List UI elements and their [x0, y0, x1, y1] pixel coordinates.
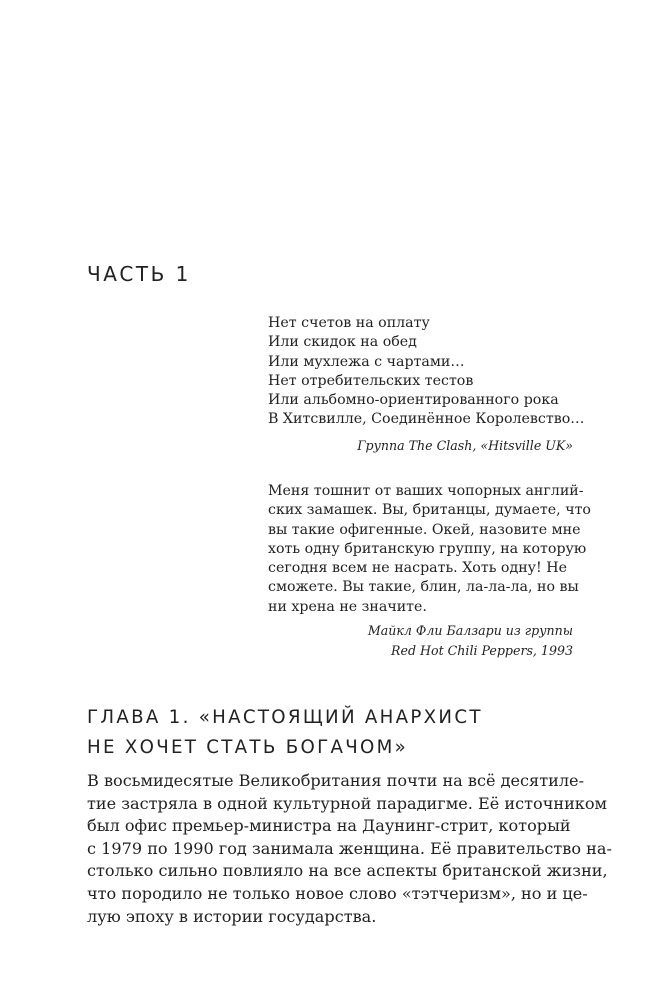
epigraph-line: ских замашек. Вы, британцы, думаете, что [268, 502, 591, 519]
epigraph-attribution: Майкл Фли Балзари из группы [367, 623, 573, 639]
body-line: что породило не только новое слово «тэтчеризм», но и це- [87, 883, 588, 903]
body-line: был офис премьер-министра на Даунинг-стрит, который [87, 816, 571, 836]
epigraph-attribution: Red Hot Chili Peppers, 1993 [391, 642, 573, 658]
body-line: столько сильно повлияло на все аспекты британской жизни, [87, 861, 608, 881]
epigraph-line: вы такие офигенные. Окей, назовите мне [268, 521, 581, 538]
part-title: ЧАСТЬ 1 [87, 262, 191, 286]
body-line: с 1979 по 1990 год занимала женщина. Её правительство на- [87, 838, 612, 858]
chapter-title-line: НЕ ХОЧЕТ СТАТЬ БОГАЧОМ» [87, 737, 409, 758]
epigraph-line: Или альбомно-ориентированного рока [268, 392, 559, 409]
epigraph-line: сегодня всем не насрать. Хоть одну! Не [268, 560, 567, 577]
chapter-title-line: ГЛАВА 1. «НАСТОЯЩИЙ АНАРХИСТ [87, 707, 483, 728]
epigraph-line: ни хрена не значите. [268, 598, 427, 615]
epigraph-line: Или мухлежа с чартами… [268, 353, 465, 370]
epigraph-line: Или скидок на обед [268, 334, 417, 351]
chapter-title [87, 703, 483, 763]
body-line: В восьмидесятые Великобритания почти на всё десятиле- [87, 771, 585, 790]
epigraph-line: сможете. Вы такие, блин, ла-ла-ла, но вы [268, 579, 579, 596]
epigraph-line: Нет отребительских тестов [268, 372, 474, 389]
epigraph-attribution: Группа The Clash, «Hitsville UK» [357, 437, 573, 453]
epigraph-clash [268, 314, 585, 455]
epigraph-line: Меня тошнит от ваших чопорных англий- [268, 483, 584, 499]
body-paragraph [87, 770, 612, 928]
body-line: тие застряла в одной культурной парадигме. Её источником [87, 793, 608, 813]
epigraph-line: хоть одну британскую группу, на которую [268, 540, 587, 557]
epigraph-line: Нет счетов на оплату [268, 315, 430, 331]
epigraph-line: В Хитсвилле, Соединённое Королевство… [268, 411, 585, 428]
epigraph-flea [268, 482, 591, 660]
body-line: лую эпоху в истории государства. [87, 906, 377, 926]
